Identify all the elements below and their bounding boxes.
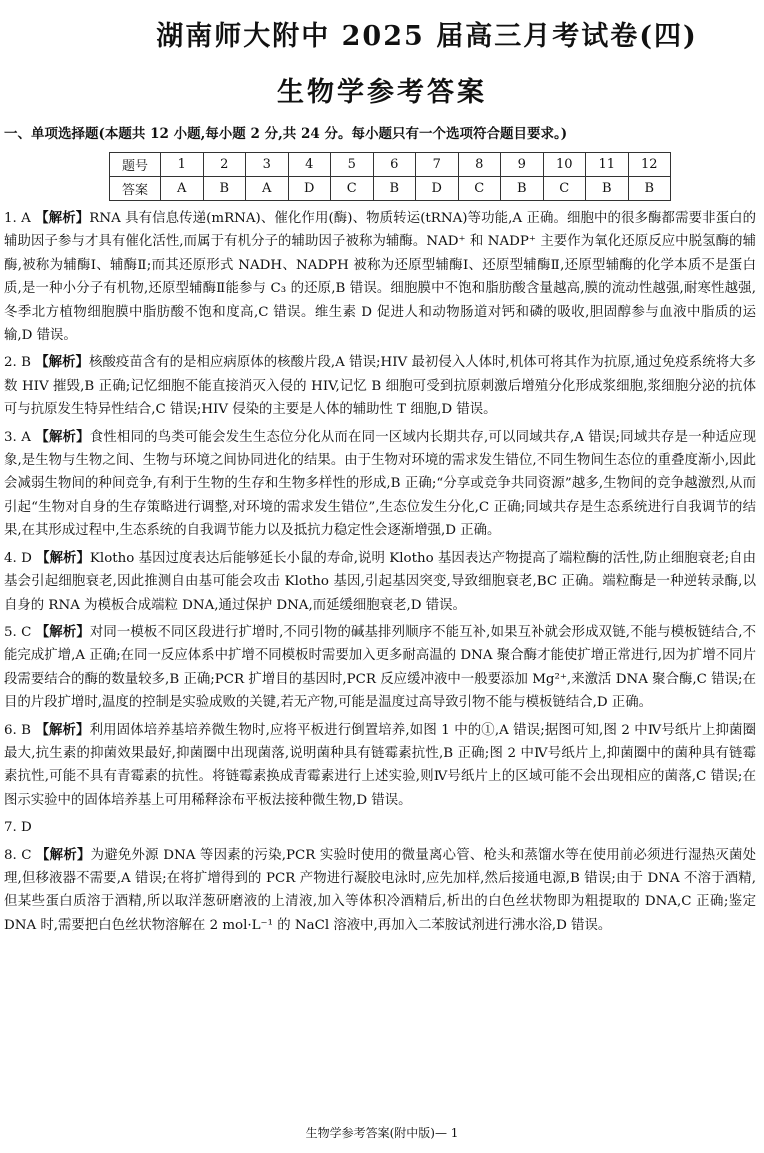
question-number: 8 — [458, 153, 501, 177]
answer-table-number-row — [110, 153, 671, 177]
answer-cell: B — [628, 177, 671, 201]
item-number: 4. D — [4, 550, 32, 566]
answer-cell: D — [416, 177, 459, 201]
item-text: 对同一模板不同区段进行扩增时,不同引物的碱基排列顺序不能互补,如果互补就会形成双链,不能与模板链结合,不能完成扩增,A 正确;在同一反应体系中扩增不同模板时需要加入更多耐高温的 DNA 聚合酶才能使扩增正常进行,因为扩增不同片段需要结合的酶的数量较多,B 正确;PCR 扩增目的基因时,PCR 反应缓冲液中一般要添加 Mg²⁺,来激活 DNA 聚合酶,C 错误;在目的片段扩增时,温度的控制是实验成败的关键,若无产物,可能是温度过高导致引物不能与模板链结合,D 正确。 — [4, 624, 756, 711]
answer-cell: C — [543, 177, 586, 201]
explanation-item — [4, 547, 756, 617]
item-number: 5. C — [4, 624, 32, 640]
question-number: 11 — [586, 153, 629, 177]
analysis-tag: 【解析】 — [35, 428, 90, 445]
explanation-item — [4, 426, 756, 543]
answer-table-answer-row — [110, 177, 671, 201]
row-label-number: 题号 — [110, 153, 161, 177]
item-text: 核酸疫苗含有的是相应病原体的核酸片段,A 错误;HIV 最初侵入人体时,机体可将其作为抗原,通过免疫系统将大多数 HIV 摧毁,B 正确;记忆细胞不能直接消灭入侵的 HIV,记忆 B 细胞可受到抗原刺激后增殖分化形成浆细胞,浆细胞分泌的抗体可与抗原发生特异性结合,C 错误;HIV 侵染的主要是人体的辅助性 T 细胞,D 错误。 — [4, 355, 756, 418]
page-title: 湖南师大附中 2025 届高三月考试卷(四) — [156, 21, 698, 52]
analysis-tag: 【解析】 — [35, 721, 90, 738]
analysis-tag: 【解析】 — [35, 210, 90, 226]
explanation-item — [4, 621, 756, 715]
item-number: 2. B — [4, 355, 31, 371]
item-text: Klotho 基因过度表达后能够延长小鼠的寿命,说明 Klotho 基因表达产物提高了端粒酶的活性,防止细胞衰老;自由基会引起细胞衰老,因此推测自由基可能会攻击 Klotho 基因,引起基因突变,导致细胞衰老,BC 正确。端粒酶是一种逆转录酶,以自身的 RNA 为模板合成端粒 DNA,通过保护 DNA,而延缓细胞衰老,D 错误。 — [4, 550, 756, 613]
question-number: 9 — [501, 153, 544, 177]
explanation-item — [4, 844, 756, 938]
question-number: 4 — [288, 153, 331, 177]
answer-cell: C — [458, 177, 501, 201]
question-number: 10 — [543, 153, 586, 177]
analysis-tag: 【解析】 — [35, 354, 89, 371]
section-heading: 一、单项选择题(本题共 12 小题,每小题 2 分,共 24 分。每小题只有一个选项符合题目要求。) — [4, 126, 568, 142]
item-number: 3. A — [4, 429, 31, 445]
analysis-tag: 【解析】 — [36, 846, 91, 863]
question-number: 6 — [373, 153, 416, 177]
page-subtitle: 生物学参考答案 — [277, 77, 487, 108]
item-number: 1. A — [4, 211, 31, 226]
question-number: 3 — [246, 153, 289, 177]
question-number: 1 — [161, 153, 204, 177]
explanation-item — [4, 816, 756, 839]
item-number: 7. D — [4, 820, 32, 836]
question-number: 5 — [331, 153, 374, 177]
row-label-answer: 答案 — [110, 177, 161, 201]
item-text: 为避免外源 DNA 等因素的污染,PCR 实验时使用的微量离心管、枪头和蒸馏水等在使用前必须进行湿热灭菌处理,但移液器不需要,A 错误;在将扩增得到的 PCR 产物进行凝胶电泳时,应先加样,然后接通电源,B 错误;由于 DNA 不溶于酒精,但某些蛋白质溶于酒精,所以取洋葱研磨液的上清液,加入等体积冷酒精后,析出的白色丝状物即为粗提取的 DNA,C 正确;鉴定 DNA 时,需要把白色丝状物溶解在 2 mol·L⁻¹ 的 NaCl 溶液中,再加入二苯胺试剂进行沸水浴,D 错误。 — [4, 847, 757, 933]
answer-cell: B — [203, 177, 246, 201]
explanation-list — [4, 207, 756, 941]
answer-cell: B — [373, 177, 416, 201]
analysis-tag: 【解析】 — [36, 549, 90, 566]
answer-cell: A — [161, 177, 204, 201]
question-number: 2 — [203, 153, 246, 177]
analysis-tag: 【解析】 — [35, 623, 90, 640]
answer-cell: B — [501, 177, 544, 201]
item-number: 6. B — [4, 722, 32, 738]
item-text: RNA 具有信息传递(mRNA)、催化作用(酶)、物质转运(tRNA)等功能,A 正确。细胞中的很多酶都需要非蛋白的辅助因子参与才具有催化活性,而属于有机分子的辅助因子被称为辅酶。NAD⁺ 和 NADP⁺ 主要作为氧化还原反应中脱氢酶的辅酶,被称为辅酶Ⅰ、辅酶Ⅱ;而其还原形式 NADH、NADPH 被称为还原型辅酶Ⅰ、还原型辅酶Ⅱ,还原型辅酶的化学本质不是蛋白质,是一种小分子有机物,还原型辅酶Ⅱ能参与 C₃ 的还原,B 错误。细胞膜中不饱和脂肪酸含量越高,膜的流动性越强,耐寒性越强,冬季北方植物细胞膜中脂肪酸不饱和度高,C 错误。维生素 D 促进人和动物肠道对钙和磷的吸收,胆固醇参与血液中脂质的运输,D 错误。 — [4, 211, 757, 344]
explanation-item — [4, 719, 756, 813]
item-number: 8. C — [4, 847, 32, 863]
answer-cell: D — [288, 177, 331, 201]
explanation-item — [4, 351, 756, 421]
answer-cell: C — [331, 177, 374, 201]
item-text: 利用固体培养基培养微生物时,应将平板进行倒置培养,如图 1 中的①,A 错误;据图可知,图 2 中Ⅳ号纸片上抑菌圈最大,抗生素的抑菌效果最好,抑菌圈中出现菌落,说明菌种具有链霉素抗性,B 正确;图 2 中Ⅳ号纸片上,抑菌圈中的菌种具有链霉素抗性,可能不具有青霉素的抗性。将链霉素换成青霉素进行上述实验,则Ⅳ号纸片上的区域可能不会出现相应的菌落,C 错误;在图示实验中的固体培养基上可用稀释涂布平板法接种微生物,D 错误。 — [4, 722, 756, 808]
question-number: 7 — [416, 153, 459, 177]
answer-cell: A — [246, 177, 289, 201]
page-footer: 生物学参考答案(附中版)— 1 — [305, 1126, 459, 1140]
answer-cell: B — [586, 177, 629, 201]
item-text: 食性相同的鸟类可能会发生生态位分化从而在同一区域内长期共存,可以同域共存,A 错误;同域共存是一种适应现象,是生物与生物之间、生物与环境之间协同进化的结果。由于生物对环境的需求发生错位,不同生物间生态位的重叠度渐小,因此会减弱生物间的种间竞争,有利于生物的生存和生物多样性的形成,B 正确;“分享或竞争共同资源”越多,生物间的竞争越激烈,从而引起“生物对自身的生存策略进行调整,对环境的需求发生错位”,生态位发生分化,C 正确;同域共存是生态系统进行自我调节的结果,在其形成过程中,生态系统的自我调节能力以及抵抗力稳定性会逐渐增强,D 正确。 — [4, 429, 756, 539]
answer-table — [109, 152, 671, 201]
question-number: 12 — [628, 153, 671, 177]
explanation-item — [4, 207, 756, 347]
